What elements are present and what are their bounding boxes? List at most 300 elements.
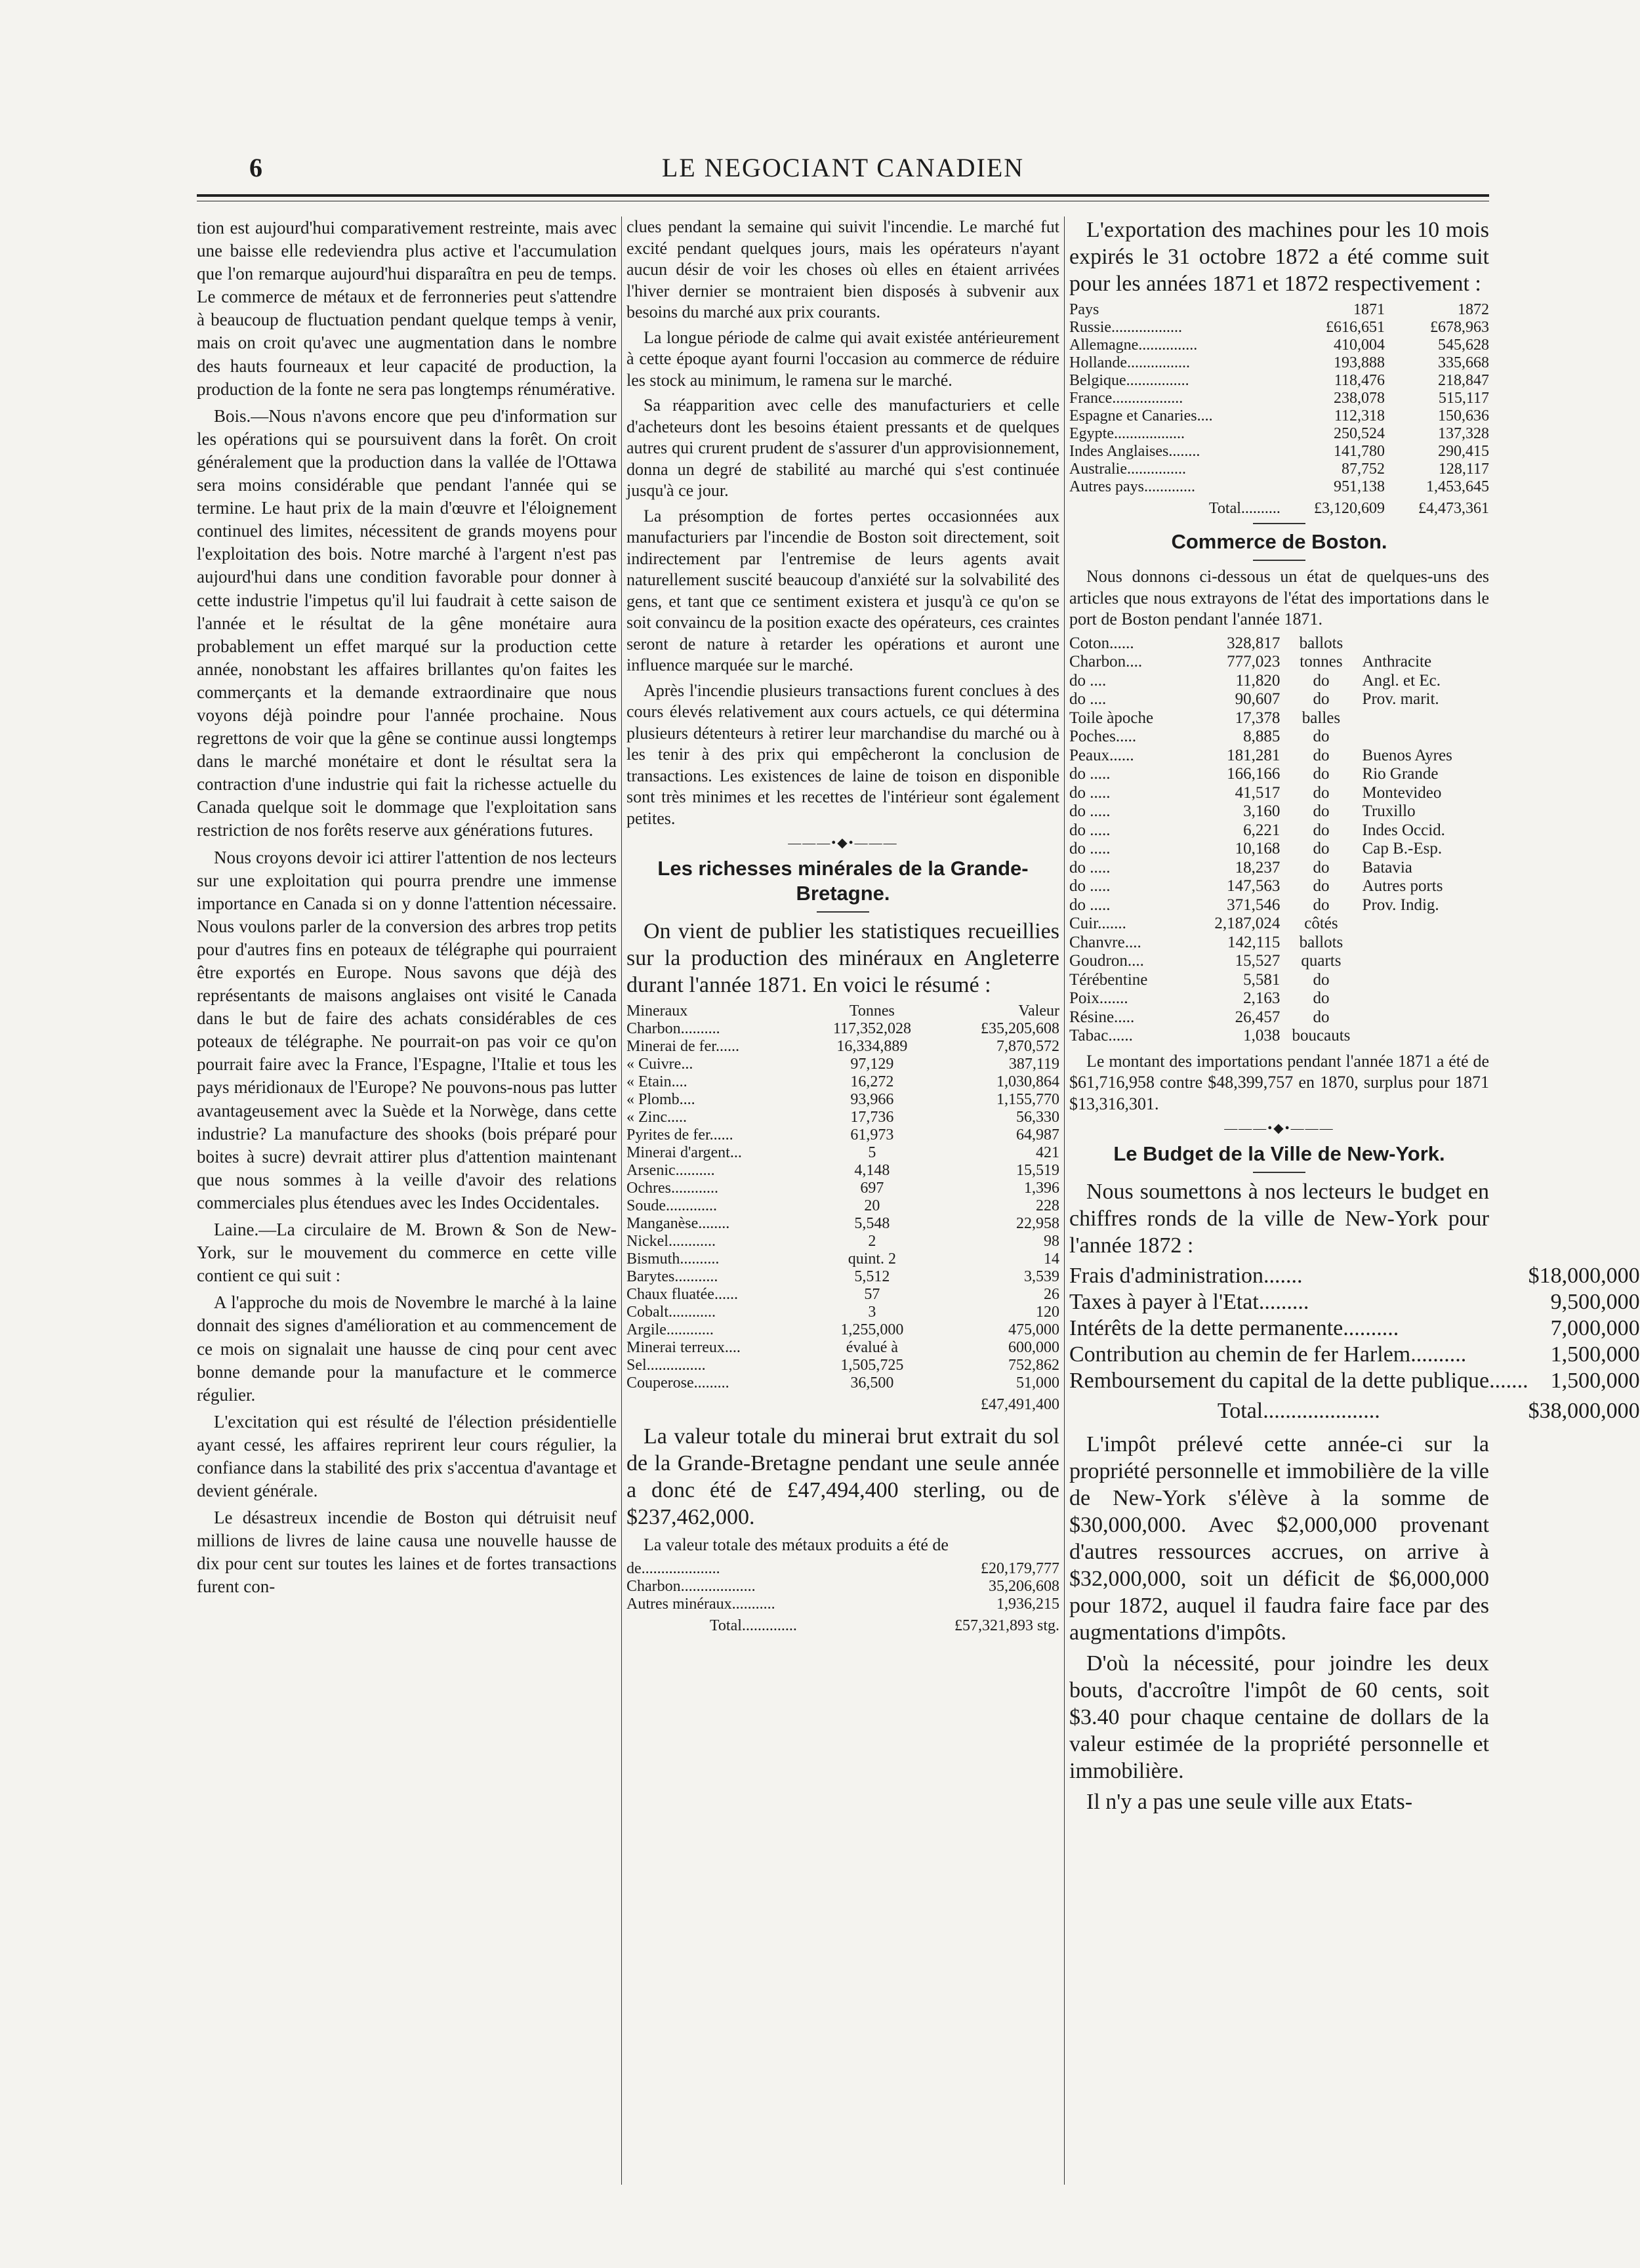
table-row (1069, 934, 1489, 953)
metals-total: £57,321,893 stg. (954, 1617, 1059, 1634)
table-row (626, 1073, 1059, 1091)
table-row (626, 1250, 1059, 1268)
table-cell: Batavia (1362, 858, 1412, 876)
page-header (197, 152, 1489, 182)
table-row (1069, 461, 1489, 478)
header-rule-thick (197, 194, 1489, 197)
table-cell: de.................... (626, 1559, 720, 1577)
table-cell: do (1313, 989, 1330, 1007)
boston-imports-table (1069, 634, 1489, 1046)
column-2 (626, 216, 1059, 2189)
table-cell: 98 (1044, 1233, 1059, 1250)
table-cell: 56,330 (1016, 1109, 1059, 1126)
table-cell: 410,004 (1333, 337, 1385, 354)
paragraph: Le montant des importations pendant l'année 1871 a été de $61,716,958 contre $48,399,757 en 1870, surplus pour 1871 $13,316,301. (1069, 1051, 1489, 1113)
table-cell: 17,378 (1235, 709, 1281, 727)
budget-total-label: Total..................... (1217, 1399, 1380, 1423)
table-cell: Argile............ (626, 1321, 714, 1338)
table-cell: 193,888 (1333, 354, 1385, 371)
table-cell: Cap B.-Esp. (1362, 840, 1443, 857)
table-cell: Résine..... (1069, 1008, 1135, 1026)
exports-total-1871: £3,120,609 (1313, 500, 1385, 517)
table-cell: Barytes........... (626, 1268, 718, 1285)
table-cell: Frais d'administration....... (1069, 1264, 1303, 1288)
table-cell: 26 (1044, 1286, 1059, 1303)
table-cell: 26,457 (1235, 1008, 1281, 1026)
table-header: Mineraux (626, 1002, 688, 1020)
table-cell (1363, 971, 1489, 990)
heading-boston: Commerce de Boston. (1171, 530, 1387, 553)
table-cell: Sel............... (626, 1357, 706, 1374)
table-cell: Prov. Indig. (1362, 896, 1439, 914)
table-cell: Taxes à payer à l'Etat......... (1069, 1290, 1309, 1314)
table-cell (1363, 1027, 1489, 1046)
table-cell: 8,885 (1243, 728, 1281, 745)
table-cell: do ..... (1069, 840, 1111, 857)
table-cell: 15,527 (1235, 952, 1281, 970)
heading-rule (1253, 560, 1305, 561)
table-cell: 4,148 (854, 1162, 890, 1179)
table-row (626, 1268, 1059, 1286)
table-cell: Pyrites de fer...... (626, 1126, 733, 1144)
table-cell: balles (1302, 709, 1341, 727)
table-cell: 6,221 (1243, 821, 1281, 839)
table-cell: Poches..... (1069, 728, 1137, 745)
table-cell: « Cuivre... (626, 1056, 693, 1073)
table-cell: do (1313, 896, 1330, 914)
section-rule (1253, 523, 1305, 524)
table-cell: Minerai de fer...... (626, 1038, 739, 1055)
table-row (1069, 728, 1489, 747)
table-cell: 87,752 (1341, 461, 1385, 478)
table-cell: quint. 2 (848, 1250, 897, 1268)
table-cell: £20,179,777 (981, 1559, 1059, 1577)
table-row (626, 1560, 1059, 1578)
table-cell: 9,500,000 (1550, 1290, 1640, 1314)
table-cell: 475,000 (1008, 1321, 1059, 1338)
section-ornament: ———•◆•——— (788, 836, 898, 850)
table-cell: 7,000,000 (1550, 1316, 1640, 1340)
table-cell: Charbon................... (626, 1577, 756, 1595)
table-cell: 752,862 (1008, 1357, 1059, 1374)
table-row (626, 1321, 1059, 1339)
table-cell (1363, 1008, 1489, 1027)
table-cell: 93,966 (850, 1091, 894, 1108)
table-row (626, 1374, 1059, 1392)
table-cell: do (1313, 840, 1330, 857)
table-cell: quarts (1301, 952, 1342, 970)
table-row (1069, 1289, 1640, 1315)
table-cell: 1,038 (1243, 1027, 1281, 1044)
paragraph: Sa réapparition avec celle des manufacturiers et celle d'acheteurs dont les besoins étaient pressants et de quelques autres qui crurent prudent de s'assurer d'un approvisionnement, donna un degré de stabilité au marché qui s'est continuée jusqu'à ce jour. (626, 396, 1059, 500)
table-cell: 1,453,645 (1426, 478, 1489, 495)
table-cell: Charbon.... (1069, 653, 1143, 670)
table-row (1069, 478, 1489, 496)
table-cell: do ..... (1069, 877, 1111, 895)
table-cell: Truxillo (1362, 802, 1416, 820)
heading-budget: Le Budget de la Ville de New-York. (1113, 1142, 1445, 1165)
paragraph-laine: Laine.—La circulaire de M. Brown & Son de New-York, sur le mouvement du commerce en cette ville contient ce qui suit : (197, 1220, 617, 1286)
table-cell: 147,563 (1227, 877, 1281, 895)
table-cell: do .... (1069, 690, 1107, 708)
table-cell: Buenos Ayres (1362, 746, 1452, 764)
paragraph: Après l'incendie plusieurs transactions furent conclues à des cours élevés relativement aux cours actuels, ce qui détermina plusieurs détenteurs à retirer leur marchandise du marché ou à les tenir à des prix qui empêcheront la conclusion de transactions. Les existences de laine de toison en disponible sont très minimes et les recettes de l'intérieur sont également petites. (626, 680, 1059, 828)
table-row (1069, 784, 1489, 803)
table-cell: Bismuth.......... (626, 1250, 720, 1268)
table-row (1069, 915, 1489, 934)
table-cell: do .... (1069, 671, 1107, 690)
table-row (1069, 1368, 1640, 1394)
table-cell: Angl. et Ec. (1362, 671, 1441, 690)
table-row (626, 1180, 1059, 1197)
paragraph: Nous donnons ci-dessous un état de quelques-uns des articles que nous extrayons de l'état des importations dans le port de Boston pendant l'année 1871. (1069, 567, 1489, 629)
table-cell: £35,205,608 (981, 1020, 1059, 1037)
table-row (1069, 337, 1489, 354)
table-cell: Goudron.... (1069, 952, 1144, 970)
table-cell: 250,524 (1333, 425, 1385, 442)
table-cell: 112,318 (1334, 407, 1385, 424)
table-cell: 117,352,028 (832, 1020, 911, 1037)
table-row (1069, 390, 1489, 407)
table-cell: Minerai d'argent... (626, 1144, 742, 1161)
table-cell: Anthracite (1362, 653, 1432, 670)
table-cell: £616,651 (1325, 319, 1385, 336)
table-cell: 515,117 (1438, 390, 1489, 407)
table-cell: Belgique................ (1069, 372, 1189, 389)
table-cell: 777,023 (1227, 653, 1281, 670)
metals-total-label: Total.............. (709, 1617, 797, 1634)
table-cell: 2,187,024 (1214, 915, 1281, 932)
table-cell (1363, 989, 1489, 1008)
table-row (1069, 952, 1489, 971)
table-cell: do (1313, 858, 1330, 876)
table-cell: évalué à (846, 1339, 899, 1356)
table-cell: do ..... (1069, 821, 1111, 839)
minerals-total: £47,491,400 (981, 1396, 1059, 1413)
exports-total-1872: £4,473,361 (1418, 500, 1489, 517)
table-cell: 1,255,000 (840, 1321, 904, 1338)
table-cell: Espagne et Canaries.... (1069, 407, 1213, 424)
table-cell: 128,117 (1438, 461, 1489, 478)
table-cell: 142,115 (1227, 933, 1281, 951)
table-cell: Peaux...... (1069, 746, 1134, 764)
table-row (1069, 1315, 1640, 1342)
table-cell: 1,155,770 (996, 1091, 1059, 1108)
table-cell: Charbon.......... (626, 1020, 720, 1037)
table-cell: do (1313, 970, 1330, 989)
paragraph: L'exportation des machines pour les 10 mois expirés le 31 octobre 1872 a été comme suit pour les années 1871 et 1872 respectivement : (1069, 218, 1489, 296)
table-cell: 41,517 (1235, 783, 1281, 802)
table-cell: France.................. (1069, 390, 1183, 407)
table-row (1069, 319, 1489, 337)
table-cell: 1,500,000 (1550, 1369, 1640, 1393)
table-cell: Térébentine (1069, 970, 1148, 989)
table-row (626, 1215, 1059, 1233)
table-cell: 1,936,215 (996, 1595, 1059, 1613)
page-number: 6 (249, 153, 262, 182)
table-row (1069, 989, 1489, 1008)
table-cell: 97,129 (850, 1056, 894, 1073)
table-row (626, 1304, 1059, 1321)
column-3 (1069, 216, 1640, 2189)
paragraph-bois: Bois.—Nous n'avons encore que peu d'information sur les opérations qui se poursuivent dans la forêt. On croit généralement que la production dans la vallée de l'Ottawa sera moins considérable que pendant l'année qui se termine. Le haut prix de la main d'œuvre et l'éloignement continuel des limites, nécessitent de grands moyens pour l'exploitation des bois. Notre marché à l'argent n'est pas aujourd'hui dans une condition favorable pour donner à cette industrie l'impetus qu'il lui faudrait à cette saison de l'année et le résultat de la gêne monétaire aura probablement un effet marqué sur la production cette année, nonobstant les affaires brillantes qu'on faites les commerçants et la demande extraordinaire que nous voyons déjà poindre pour l'année prochaine. Nous regrettons de voir que la gêne se continue aussi longtemps dans le marché monétaire et dont le résultat sera la contraction d'une industrie qui fait la richesse actuelle du Canada quelque soit le dommage que l'exploitation sans restriction de nos forêts reserve aux générations futures. (197, 405, 617, 840)
table-cell: 51,000 (1016, 1374, 1059, 1392)
table-cell: 3,539 (1024, 1268, 1059, 1285)
paragraph: tion est aujourd'hui comparativement restreinte, mais avec une baisse elle redeviendra plus active et l'accumulation que l'on remarque aujourd'hui disparaîtra en peu de temps. Le commerce de métaux et de ferronneries peut s'attendre à beaucoup de fluctuation pendant quelque temps à venir, mais on croit qu'avec une augmentation dans le nombre des hauts fourneaux et leur capacité de production, la production de la fonte ne sera pas longtemps rénumérative. (197, 218, 617, 399)
table-cell: « Zinc..... (626, 1109, 687, 1126)
paragraph: La valeur totale du minerai brut extrait du sol de la Grande-Bretagne pendant une seule année a donc été de £47,494,400 sterling, ou de $237,462,000. (626, 1424, 1059, 1529)
paragraph: Nous soumettons à nos lecteurs le budget en chiffres ronds de la ville de New-York pour l'année 1872 : (1069, 1180, 1489, 1258)
table-row (1069, 372, 1489, 390)
paragraph: L'impôt prélevé cette année-ci sur la propriété personnelle et immobilière de la ville de New-York s'élève à la somme de $30,000,000. Avec $2,000,000 provenant d'autres ressources accrues, on arrive à $32,000,000, soit un déficit de $6,000,000 pour 1872, auquel il faudra faire face par des augmentations d'impôts. (1069, 1432, 1489, 1645)
table-cell: 1,500,000 (1550, 1342, 1640, 1367)
table-row (1069, 971, 1489, 990)
table-cell: 14 (1044, 1250, 1059, 1268)
paragraph: clues pendant la semaine qui suivit l'incendie. Le marché fut excité pendant quelques jours, mais les opérateurs n'ayant aucun désir de voir les choses où elles en étaient arrivées l'hiver dernier se montraient bien disposés à subvenir aux besoins du marché aux prix courants. (626, 217, 1059, 321)
table-cell: Autres pays............. (1069, 478, 1195, 495)
paragraph: Il n'y a pas une seule ville aux Etats- (1086, 1790, 1413, 1814)
table-cell: 36,500 (850, 1374, 894, 1392)
table-cell: 57 (864, 1286, 880, 1303)
table-cell: 421 (1036, 1144, 1059, 1161)
table-cell: 20 (864, 1197, 880, 1214)
paragraph: L'excitation qui est résulté de l'élection présidentielle ayant cessé, les affaires reprirent leur cours régulier, la confiance dans la stabilité des prix s'accentua d'avantage et devient générale. (197, 1411, 617, 1501)
table-row (1069, 407, 1489, 425)
table-cell: 2 (868, 1233, 876, 1250)
table-cell: 371,546 (1227, 896, 1281, 914)
table-cell: 545,628 (1438, 337, 1489, 354)
table-cell: Rio Grande (1362, 765, 1439, 783)
table-cell (1363, 634, 1489, 653)
table-cell: Indes Occid. (1362, 821, 1445, 839)
table-cell: Contribution au chemin de fer Harlem.......... (1069, 1342, 1467, 1367)
table-cell: 3,160 (1243, 802, 1281, 820)
table-row (1069, 1263, 1640, 1289)
table-row (1069, 690, 1489, 709)
table-row (1069, 765, 1489, 784)
table-header: Tonnes (849, 1002, 895, 1020)
table-header: 1872 (1458, 301, 1489, 318)
table-cell: do (1313, 746, 1330, 764)
table-row (626, 1020, 1059, 1038)
table-cell: 10,168 (1235, 840, 1281, 857)
table-cell: Allemagne............... (1069, 337, 1198, 354)
table-cell: 141,780 (1333, 443, 1385, 460)
table-cell: 181,281 (1227, 746, 1281, 764)
table-cell: 2,163 (1243, 989, 1281, 1007)
table-cell: ballots (1299, 634, 1343, 652)
table-cell (1363, 952, 1489, 971)
table-cell: 22,958 (1016, 1215, 1059, 1232)
table-cell: 290,415 (1438, 443, 1489, 460)
table-cell: Hollande................ (1069, 354, 1190, 371)
table-cell: do (1313, 821, 1330, 839)
table-cell: 951,138 (1333, 478, 1385, 495)
metals-intro: La valeur totale des métaux produits a été de (644, 1535, 949, 1554)
table-header: Valeur (1018, 1002, 1059, 1020)
table-cell: côtés (1304, 915, 1338, 932)
table-row (626, 1144, 1059, 1162)
table-cell: do (1313, 690, 1330, 708)
table-cell: £678,963 (1430, 319, 1489, 336)
table-cell: 64,987 (1016, 1126, 1059, 1144)
newspaper-title: LE NEGOCIANT CANADIEN (661, 153, 1025, 182)
table-row (626, 1038, 1059, 1056)
table-cell: Autres ports (1362, 877, 1443, 895)
table-row (1069, 634, 1489, 653)
table-row (626, 1339, 1059, 1357)
table-cell: 1,030,864 (996, 1073, 1059, 1090)
table-cell: do ..... (1069, 858, 1111, 876)
table-cell: $18,000,000 (1528, 1264, 1640, 1288)
table-cell: 150,636 (1438, 407, 1489, 424)
table-cell: 120 (1036, 1304, 1059, 1321)
table-cell: 1,396 (1024, 1180, 1059, 1197)
budget-table (1069, 1263, 1640, 1424)
table-cell: Egypte.................. (1069, 425, 1185, 442)
table-cell: Nickel............ (626, 1233, 716, 1250)
table-cell: do (1313, 765, 1330, 783)
table-row (626, 1578, 1059, 1596)
table-row (626, 1596, 1059, 1613)
table-cell: 118,476 (1334, 372, 1385, 389)
table-cell: 17,736 (850, 1109, 894, 1126)
table-row (1069, 425, 1489, 443)
table-header: 1871 (1353, 301, 1385, 318)
table-cell: 5,512 (854, 1268, 890, 1285)
table-header: Pays (1069, 301, 1099, 318)
table-cell: « Plomb.... (626, 1091, 695, 1108)
table-cell: Autres minéraux........... (626, 1595, 775, 1613)
table-row (1069, 859, 1489, 878)
table-cell: 1,505,725 (840, 1357, 904, 1374)
paragraph: On vient de publier les statistiques recueillies sur la production des minéraux en Angleterre durant l'année 1871. En voici le résumé : (626, 919, 1059, 997)
paragraph: Le désastreux incendie de Boston qui détruisit neuf millions de livres de laine causa une nouvelle hausse de dix pour cent sur toutes les laines et de fortes transactions furent con- (197, 1508, 617, 1597)
heading-rule (817, 911, 869, 913)
table-cell: Ochres............ (626, 1180, 718, 1197)
budget-total: $38,000,000 (1528, 1399, 1640, 1423)
table-cell: 16,272 (850, 1073, 894, 1090)
table-cell: Chaux fluatée...... (626, 1286, 738, 1303)
table-cell: « Etain.... (626, 1073, 687, 1090)
minerals-table (626, 1002, 1059, 1414)
table-row (1069, 354, 1489, 372)
table-cell: 90,607 (1235, 690, 1281, 708)
table-cell: 16,334,889 (836, 1038, 908, 1055)
table-cell: 5,548 (854, 1215, 890, 1232)
table-row (1069, 1027, 1489, 1046)
table-row (626, 1126, 1059, 1144)
table-cell: 697 (860, 1180, 884, 1197)
table-cell (1363, 728, 1489, 747)
table-cell: Montevideo (1362, 783, 1442, 802)
table-cell: do (1313, 802, 1330, 820)
table-cell: 18,237 (1235, 858, 1281, 876)
table-cell: do (1313, 728, 1330, 745)
metals-table (626, 1560, 1059, 1635)
table-cell: Couperose......... (626, 1374, 729, 1392)
table-cell: Russie.................. (1069, 319, 1183, 336)
exports-total-label: Total.......... (1208, 500, 1281, 517)
table-cell: Cuir....... (1069, 915, 1126, 932)
table-row (1069, 1008, 1489, 1027)
paragraph: D'où la nécessité, pour joindre les deux bouts, d'accroître l'impôt de 60 cents, soit $3.40 pour chaque centaine de dollars de la valeur estimée de la propriété personnelle et immobilière. (1069, 1651, 1489, 1783)
table-cell: Manganèse........ (626, 1215, 730, 1232)
exports-table (1069, 301, 1489, 518)
table-row (1069, 709, 1489, 728)
table-cell: 228 (1036, 1197, 1059, 1214)
column-1 (197, 216, 617, 2189)
paragraph: Nous croyons devoir ici attirer l'attention de nos lecteurs sur une exploitation qui pourra prendre une immense importance en Canada si on y donne l'attention nécessaire. Nous voulons parler de la conversion des arbres trop petits pour d'autres fins en poteaux de télégraphe qui pourraient être exportés en Europe. Nous savons que déjà des représentants de maisons anglaises ont visité le Canada dans le but de faire des achats considérables de ces poteaux de télégraphe. Ne pourrait-on pas voir ce qu'on pourrait faire avec la France, l'Espagne, l'Italie et tous les pays méridionaux de l'Europe? Ne pouvons-nous pas lutter avantageusement avec la Suède et la Norwège, dans cette industrie? La manufacture des shooks (bois préparé pour boites à sucre) devrait attirer plus d'attention maintenant que nous sommes à la veille d'avoir des relations commerciales plus étendues avec les Indes Occidentales. (197, 847, 617, 1212)
table-cell (1363, 709, 1489, 728)
table-cell (1363, 934, 1489, 953)
heading-rule (1253, 1172, 1305, 1173)
table-cell: Intérêts de la dette permanente.......... (1069, 1316, 1399, 1340)
table-cell: 3 (868, 1304, 876, 1321)
table-cell: Chanvre.... (1069, 933, 1141, 951)
table-row (1069, 653, 1489, 672)
table-row (626, 1091, 1059, 1109)
table-cell: Tabac...... (1069, 1027, 1133, 1044)
table-row (1069, 1342, 1640, 1368)
table-cell: do ..... (1069, 802, 1111, 820)
table-row (1069, 840, 1489, 859)
table-cell: Indes Anglaises........ (1069, 443, 1200, 460)
table-cell: tonnes (1300, 653, 1343, 670)
table-cell: 387,119 (1008, 1056, 1059, 1073)
table-cell: 238,078 (1333, 390, 1385, 407)
table-row (1069, 896, 1489, 915)
table-cell (1363, 915, 1489, 934)
table-cell: do (1313, 671, 1330, 690)
table-cell: 328,817 (1227, 634, 1281, 652)
table-row (626, 1357, 1059, 1374)
table-cell: 35,206,608 (989, 1577, 1059, 1595)
table-cell: ballots (1299, 933, 1343, 951)
table-cell: 15,519 (1016, 1162, 1059, 1179)
table-cell: Coton...... (1069, 634, 1134, 652)
table-row (626, 1286, 1059, 1304)
table-row (1069, 821, 1489, 840)
table-cell: Remboursement du capital de la dette publique....... (1069, 1369, 1528, 1393)
table-cell: Prov. marit. (1362, 690, 1439, 708)
paragraph: A l'approche du mois de Novembre le marché à la laine donnait des signes d'amélioration et au commencement de ce mois on signalait une hausse de cinq pour cent avec bonne demande pour la manufacture et le commerce régulier. (197, 1292, 617, 1405)
table-row (1069, 672, 1489, 691)
table-cell: boucauts (1292, 1027, 1351, 1044)
table-cell: Arsenic.......... (626, 1162, 715, 1179)
table-cell: do ..... (1069, 896, 1111, 914)
table-row (626, 1233, 1059, 1250)
table-cell: do ..... (1069, 765, 1111, 783)
table-cell: do (1313, 783, 1330, 802)
table-cell: do ..... (1069, 783, 1111, 802)
table-row (626, 1056, 1059, 1073)
table-cell: 7,870,572 (996, 1038, 1059, 1055)
table-cell: 61,973 (850, 1126, 894, 1144)
paragraph: La présomption de fortes pertes occasionnées aux manufacturiers par l'incendie de Boston soit directement, soit indirectement par l'entremise de leurs agents avait naturellement suscité beaucoup d'anxiété sur la solvabilité des gens, et tant que ce sentiment existera et jusqu'à ce qu'on se soit convaincu de la position exacte des opérateurs, ces craintes seront de nature à retarder les opérations et auront une influence marquée sur le marché. (626, 506, 1059, 674)
heading-minerals: Les richesses minérales de la Grande-Bretagne. (657, 857, 1029, 905)
table-cell: 5 (868, 1144, 876, 1161)
table-row (626, 1197, 1059, 1215)
table-row (626, 1109, 1059, 1126)
table-cell: 5,581 (1243, 970, 1281, 989)
table-row (626, 1162, 1059, 1180)
table-cell: 335,668 (1438, 354, 1489, 371)
table-cell: do (1313, 877, 1330, 895)
section-ornament: ———•◆•——— (1224, 1121, 1334, 1136)
column-divider (1064, 216, 1065, 2185)
table-cell: 600,000 (1008, 1339, 1059, 1356)
